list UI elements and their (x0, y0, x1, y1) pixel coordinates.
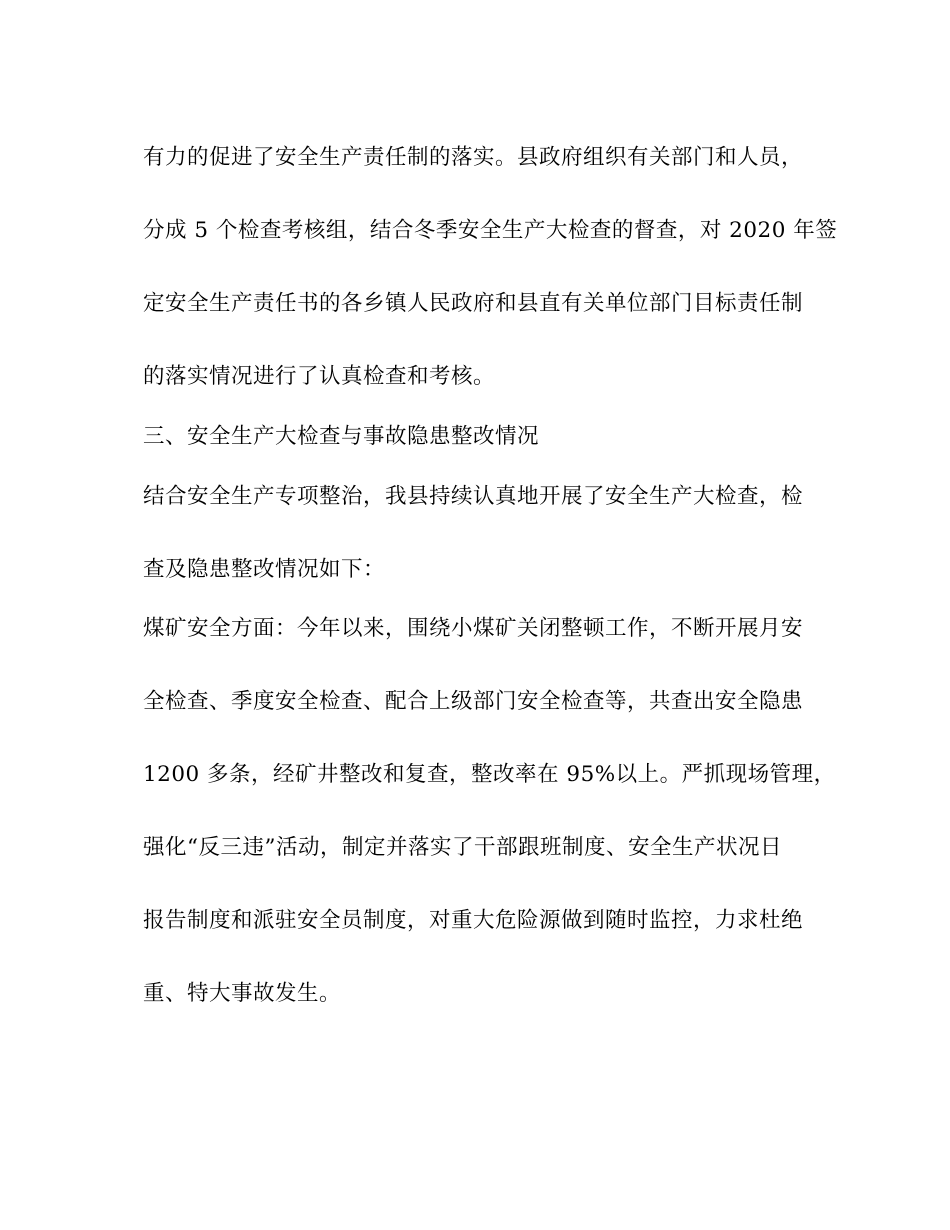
text-line: 的落实情况进行了认真检查和考核。 (143, 364, 496, 389)
paragraph-responsibility-check (143, 145, 838, 389)
paragraph-inspection-intro (143, 485, 813, 582)
text-line: 煤矿安全方面：今年以来，围绕小煤矿关闭整顿工作，不断开展月安 (143, 616, 804, 641)
text-line: 定安全生产责任书的各乡镇人民政府和县直有关单位部门目标责任制 (143, 291, 804, 316)
text-line: 重、特大事故发生。 (143, 981, 342, 1006)
section-heading (143, 425, 813, 449)
text-line: 有力的促进了安全生产责任制的落实。县政府组织有关部门和人员， (143, 145, 804, 170)
text-line: 报告制度和派驻安全员制度，对重大危险源做到随时监控，力求杜绝 (143, 908, 804, 933)
paragraph-coal-mine-safety (143, 616, 836, 1006)
text-line: 分成 5 个检查考核组，结合冬季安全生产大检查的督查，对 2020 年签 (143, 218, 838, 243)
text-line: 强化“反三违”活动，制定并落实了干部跟班制度、安全生产状况日 (143, 835, 782, 860)
heading-text: 三、安全生产大检查与事故隐患整改情况 (143, 424, 540, 449)
text-line: 查及隐患整改情况如下： (143, 557, 386, 582)
text-line: 全检查、季度安全检查、配合上级部门安全检查等，共查出安全隐患 (143, 689, 804, 714)
text-line: 结合安全生产专项整治，我县持续认真地开展了安全生产大检查，检 (143, 484, 804, 509)
text-line: 1200 多条，经矿井整改和复查，整改率在 95%以上。严抓现场管理， (143, 762, 836, 787)
